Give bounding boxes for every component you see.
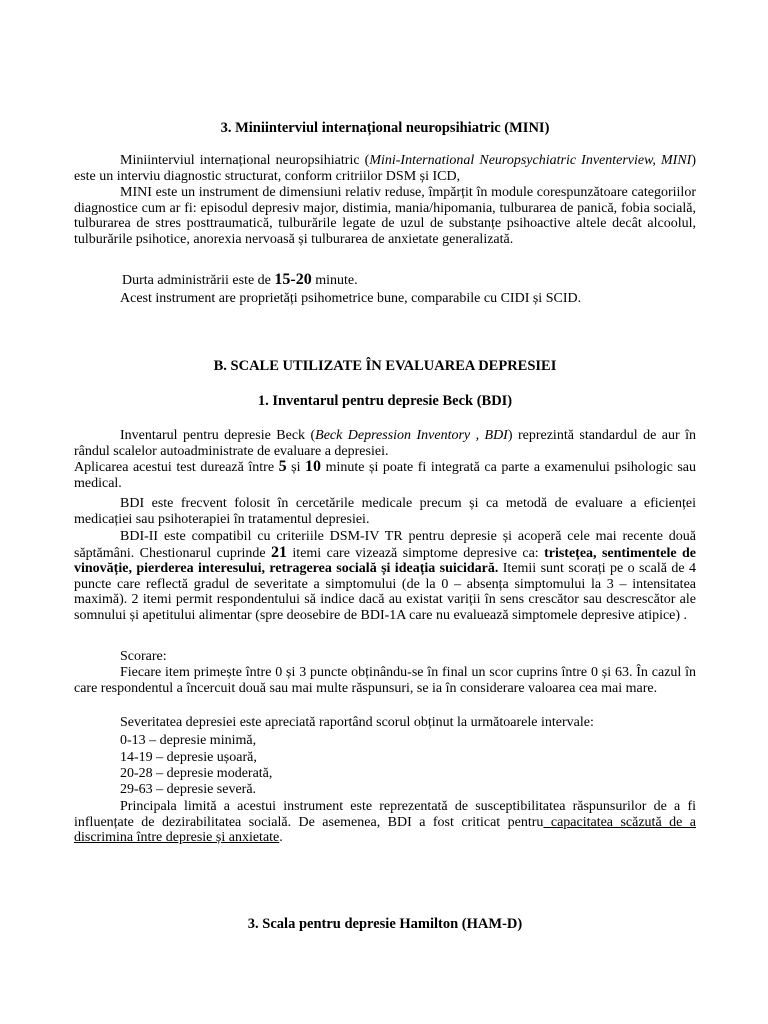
bdi-p2-and: și bbox=[286, 460, 306, 475]
bdi-p7-start: Principala limită a acestui instrument este reprezentată de susceptibilitatea răspunsurilor de a fi influențate de dezirabilitatea socială. De asemenea, BDI a fost criticat pentru bbox=[74, 799, 696, 830]
mini-p1-end: ) este un interviu diagnostic structurat, conform critriilor DSM și ICD, bbox=[74, 153, 696, 184]
bdi-p1-start: Inventarul pentru depresie Beck ( bbox=[120, 428, 316, 443]
bdi-p2-end: minute și poate fi integrată ca parte a examenului psihologic sau medical. bbox=[74, 460, 697, 491]
bdi-p1-end: ) reprezintă standardul de aur în rândul scalelor autoadministrate de evaluare a depresiei. bbox=[74, 428, 697, 459]
mini-paragraph-3 bbox=[122, 272, 358, 289]
bdi-p4-bold-count: 21 bbox=[271, 543, 288, 561]
interval-item: 0-13 – depresie minimă, bbox=[120, 733, 257, 748]
bdi-p4-start: BDI-II este compatibil cu criteriile DSM-IV TR pentru depresie și acoperă cele mai recente două săptămâni. Chestionarul cuprinde bbox=[74, 529, 696, 561]
bdi-heading: 1. Inventarul pentru depresie Beck (BDI) bbox=[257, 393, 513, 409]
bdi-paragraph-2 bbox=[74, 459, 696, 491]
interval-item: 20-28 – depresie moderată, bbox=[120, 766, 273, 781]
interval-item: 14-19 – depresie ușoară, bbox=[120, 750, 257, 765]
bdi-paragraph-5: Fiecare item primește între 0 și 3 puncte obținându-se în final un scor cuprins între 0 și 63. În cazul în care respondentul a încercuit două sau mai multe răspunsuri, se ia în considerare valoarea cea mai mare. bbox=[74, 665, 696, 696]
bdi-p1-italic: Beck Depression Inventory , BDI bbox=[315, 428, 508, 443]
mini-heading: 3. Miniinterviul internațional neuropsihiatric (MINI) bbox=[220, 120, 550, 136]
mini-p1-start: Miniinterviul internațional neuropsihiatric ( bbox=[120, 153, 370, 168]
hamd-heading: 3. Scala pentru depresie Hamilton (HAM-D) bbox=[247, 916, 523, 932]
bdi-p7-underlined: capacitatea scăzută de a discrimina între depresie și anxietate bbox=[74, 814, 696, 846]
mini-p1-italic: Mini-International Neuropsychiatric Inventerview, MINI bbox=[369, 153, 692, 168]
bdi-p2-bold-2: 10 bbox=[305, 458, 322, 475]
bdi-paragraph-3: BDI este frecvent folosit în cercetările medicale precum și ca metodă de evaluare a eficienței medicației sau psihoterapiei în tratamentul depresiei. bbox=[74, 496, 696, 527]
bdi-p2-bold-1: 5 bbox=[278, 458, 287, 475]
mini-paragraph-1 bbox=[74, 153, 696, 184]
mini-paragraph-2: MINI este un instrument de dimensiuni relativ reduse, împărțit în module corespunzătoare categoriilor diagnostice cum ar fi: episodul depresiv major, distimia, mania/hipomania, tulburarea de panică, fobia socială, tulburarea de stres posttraumatică, tulburările legate de uzul de substanțe psihoactive altele decât alcoolul, tulburările psihotice, anorexia nervoasă și tulburarea de anxietate generalizată. bbox=[74, 185, 696, 247]
bdi-paragraph-4 bbox=[74, 529, 696, 624]
mini-p3-start: Durta administrării este de bbox=[122, 273, 275, 288]
mini-paragraph-4: Acest instrument are proprietăți psihometrice bune, comparabile cu CIDI și SCID. bbox=[120, 291, 582, 306]
bdi-paragraph-6: Severitatea depresiei este apreciată raportând scorul obținut la următoarele intervale: bbox=[120, 715, 594, 730]
bdi-p2-start: Aplicarea acestui test durează între bbox=[74, 460, 279, 475]
interval-item: 29-63 – depresie severă. bbox=[120, 782, 257, 797]
bdi-p4-bold-symptoms: tristețea, sentimentele de vinovăție, pierderea interesului, retragerea socială și ideația suicidară. bbox=[74, 545, 696, 577]
scoring-label: Scorare: bbox=[120, 649, 167, 664]
bdi-paragraph-1 bbox=[74, 428, 696, 459]
bdi-p4-mid: itemi care vizează simptome depresive ca: bbox=[287, 545, 545, 561]
bdi-p7-end: . bbox=[279, 830, 283, 846]
mini-p3-end: minute. bbox=[311, 273, 358, 288]
mini-p3-bold: 15-20 bbox=[274, 271, 312, 288]
bdi-p4-end: Itemii sunt scorați pe o scală de 4 puncte care reflectă gradul de severitate a simptomului (de la 0 – absența simptomului la 3 – intensitatea maximă). 2 itemi permit respondentului să indice dacă au existat variții în sens crescător sau descrescător ale somnului și apetitului alimentar (spre deosebire de BDI-1A care nu evaluează simptomele depresive atipice) . bbox=[74, 561, 696, 623]
section-b-heading: B. SCALE UTILIZATE ÎN EVALUAREA DEPRESIEI bbox=[213, 358, 557, 374]
bdi-paragraph-7 bbox=[74, 799, 696, 846]
